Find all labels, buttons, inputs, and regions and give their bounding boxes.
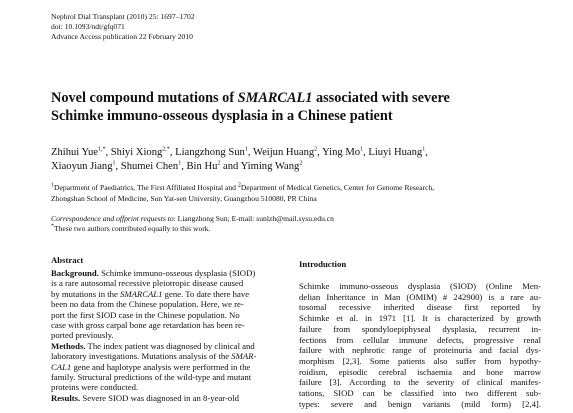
author: Shumei Chen	[120, 161, 179, 173]
correspondence: Correspondence and offprint requests to: Liangzhong Sun; E-mail: sunlzh@mail.sysu.edu.cn *These two authors contributed equally to this work.	[51, 214, 531, 234]
author: Weijun Huang	[252, 147, 315, 158]
author: Liangzhong Sun	[175, 147, 245, 158]
introduction-heading: Introduction	[299, 259, 347, 269]
introduction-body	[299, 281, 541, 409]
title-gene-name: SMARCAL1	[237, 90, 313, 106]
abstract-results-label: Results.	[51, 392, 81, 403]
author-list: Zhihui Yue$^{1,*}$, Shiyi Xiong$^{2,*}$, Liangzhong Sun$^1$, Weijun Huang$^2$, Ying Mo$^1$, Liuyi Huang$^1$, Xiaoyun Jiang$^1$, Shumei Chen$^1$, Bin Hu$^2$ and Yiming Wang$^2$	[51, 146, 428, 173]
abstract-methods-label: Methods.	[51, 340, 86, 351]
intro-line: tosomal recessive inherited disease first reported by	[299, 302, 541, 313]
intro-line: morphism [2,3]. Some patients also suffer from hypothy-	[299, 355, 541, 366]
intro-line: roidism, episodic cerebral ischaemia and bone marrow	[299, 366, 541, 377]
correspondence-email: : Liangzhong Sun; E-mail: sunlzh@mail.sysu.edu.cn	[173, 214, 334, 223]
abstract-body: Background. Schimke immuno-osseous dysplasia (SIOD) is a rare autosomal recessive pleiotropic disease caused by mutations in the SMARCAL1 gene. To date there have been no data from the Chinese population. Here, we re- port the first SIOD case in the Chinese population. No case with gross carpal bone age retardation has been re- ported previously. Methods. The index patient was diagnosed by clinical and laboratory investigations. Mutations analysis of the SMAR- CAL1 gene and haplotype analysis were performed in the family. Structural predictions of the wild-type and mutant proteins were conducted. Results. Severe SIOD was diagnosed in an 8-year-old	[51, 268, 257, 403]
intro-line: types: severe and benign variants (mild form) [2,4].	[299, 398, 541, 409]
journal-publication-date: Advance Access publication 22 February 2010	[51, 31, 193, 41]
author: Zhihui Yue	[51, 147, 98, 158]
intro-line: Schimke et al. in 1971 [1]. It is characterized by growth	[299, 313, 541, 324]
intro-line: failure from spondyloepiphyseal dysplasia, recurrent in-	[299, 323, 541, 334]
journal-header	[51, 12, 195, 41]
abstract-background-label: Background.	[51, 268, 99, 278]
author: Xiaoyun Jiang	[51, 161, 113, 173]
intro-line: failure with nephrotic range of proteinuria and facial dys-	[299, 345, 541, 356]
author: Shiyi Xiong	[110, 147, 163, 158]
affiliations: $^1$Department of Paediatrics, The First Affiliated Hospital and $^2$Department of Medical Genetics, Center for Genome Research, Zhongshan School of Medicine, Sun Yat-sen University, Guangzhou 510080, PR China	[51, 182, 435, 203]
author: Ying Mo	[322, 147, 361, 158]
intro-line: delian Inheritance in Man (OMIM) # 242900) is a rare au-	[299, 291, 541, 302]
intro-line: fections from cellular immune defects, progressive renal	[299, 334, 541, 345]
journal-doi: doi: 10.1093/ndt/gfq071	[51, 21, 125, 31]
intro-line: tations, SIOD can be classified into two different sub-	[299, 388, 541, 399]
author: Yiming Wang	[240, 161, 300, 173]
author: Liuyi Huang	[368, 147, 423, 158]
article-title: Novel compound mutations of SMARCAL1 associated with severe Schimke immuno-osseous dysplasia in a Chinese patient	[51, 90, 450, 124]
intro-line: failure [3]. According to the severity of clinical manifes-	[299, 377, 541, 388]
abstract-heading: Abstract	[51, 255, 84, 265]
journal-citation: Nephrol Dial Transplant (2010) 25: 1697–1702	[51, 12, 195, 21]
equal-contribution-note: *These two authors contributed equally to this work.	[51, 223, 211, 233]
intro-line: Schimke immuno-osseous dysplasia (SIOD) (Online Men-	[299, 281, 541, 291]
author: Bin Hu	[186, 161, 218, 173]
